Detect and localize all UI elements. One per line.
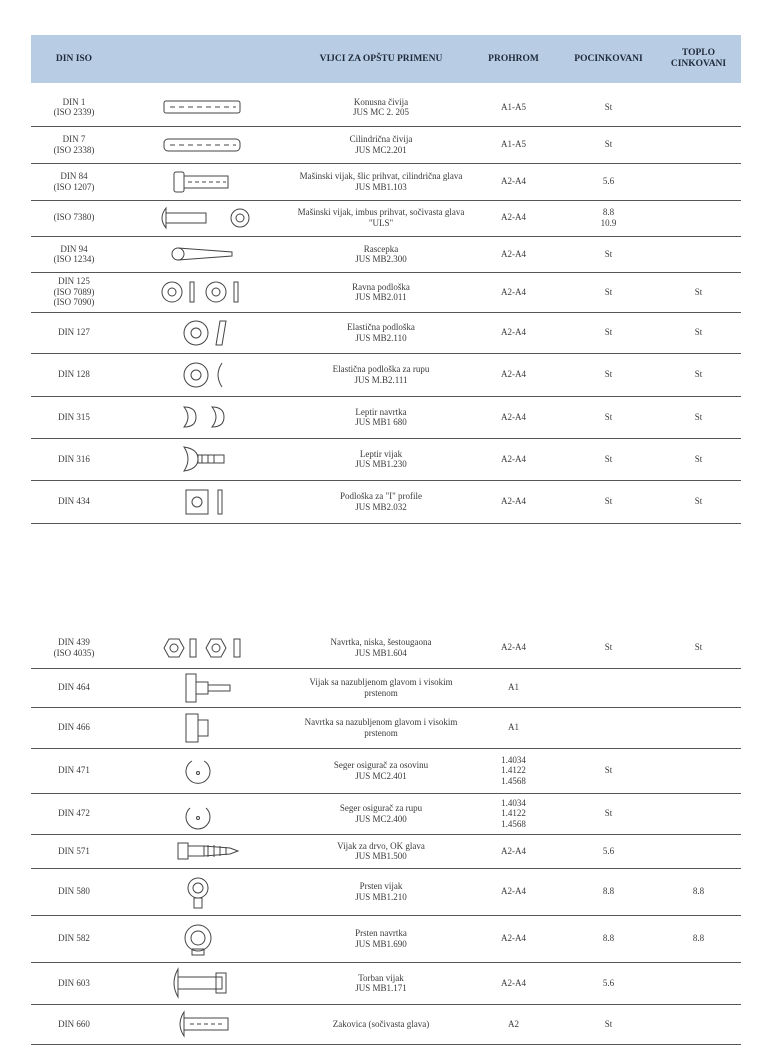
- din-iso-cell: DIN 571: [58, 845, 90, 856]
- table-row: [31, 1004, 741, 1045]
- prohrom-cell: A1-A5: [501, 101, 526, 112]
- pocinkovani-cell: 8.8: [602, 933, 615, 944]
- din-iso-cell: DIN 582: [58, 933, 90, 944]
- description-cell: Elastična podloška za rupu JUS M.B2.111: [332, 364, 430, 385]
- din-iso-cell: DIN 128: [58, 369, 90, 380]
- pocinkovani-cell: St: [604, 369, 613, 380]
- din-iso-cell: DIN 94 (ISO 1234): [53, 243, 95, 264]
- prohrom-cell: A2-A4: [501, 642, 526, 653]
- description-cell: Leptir vijak JUS MB1.230: [355, 448, 407, 469]
- table-header: [31, 35, 741, 83]
- header-prohrom: PROHROM: [488, 53, 539, 64]
- pocinkovani-cell: St: [604, 139, 613, 150]
- prohrom-cell: A2-A4: [501, 933, 526, 944]
- prohrom-cell: A2-A4: [501, 286, 526, 297]
- pocinkovani-cell: St: [604, 248, 613, 259]
- toplo-cinkovani-cell: St: [694, 286, 703, 297]
- pocinkovani-cell: St: [604, 101, 613, 112]
- description-cell: Zakovica (sočivasta glava): [332, 1018, 430, 1029]
- description-cell: Ravna podloška JUS MB2.011: [352, 281, 410, 302]
- pocinkovani-cell: St: [604, 286, 613, 297]
- table-row: [31, 353, 741, 397]
- prohrom-cell: A2-A4: [501, 327, 526, 338]
- prohrom-cell: A2: [508, 1018, 519, 1029]
- din-iso-cell: DIN 471: [58, 765, 90, 776]
- pocinkovani-cell: 5.6: [602, 977, 615, 988]
- cotter-pin-icon: [127, 236, 277, 272]
- din-iso-cell: DIN 316: [58, 453, 90, 464]
- din-iso-cell: DIN 472: [58, 808, 90, 819]
- prohrom-cell: A2-A4: [501, 886, 526, 897]
- pocinkovani-cell: St: [604, 411, 613, 422]
- eye-nut-icon: [127, 915, 277, 962]
- toplo-cinkovani-cell: [656, 793, 741, 834]
- knurled-screw-icon: [127, 668, 277, 707]
- toplo-cinkovani-cell: [656, 236, 741, 272]
- description-cell: Leptir navrtka JUS MB1 680: [355, 406, 407, 427]
- curved-spring-washer-icon: [127, 353, 277, 396]
- toplo-cinkovani-cell: [656, 1004, 741, 1044]
- description-cell: Vijak sa nazubljenom glavom i visokim prstenom: [309, 677, 453, 698]
- pocinkovani-cell: St: [604, 642, 613, 653]
- hex-thin-nut-icon: [127, 627, 277, 668]
- description-cell: Navrtka, niska, šestougaona JUS MB1.604: [330, 637, 432, 658]
- table-row: [31, 272, 741, 313]
- internal-retaining-ring-icon: [127, 793, 277, 834]
- table-row: [31, 962, 741, 1005]
- description-cell: Konusna čivija JUS MC 2. 205: [352, 96, 409, 117]
- toplo-cinkovani-cell: [656, 88, 741, 126]
- din-iso-cell: DIN 603: [58, 977, 90, 988]
- toplo-cinkovani-cell: 8.8: [692, 933, 705, 944]
- table-row: [31, 126, 741, 164]
- pocinkovani-cell: St: [604, 1018, 613, 1029]
- prohrom-cell: A2-A4: [501, 977, 526, 988]
- eye-bolt-icon: [127, 868, 277, 915]
- table-row: [31, 868, 741, 916]
- carriage-bolt-icon: [127, 962, 277, 1004]
- toplo-cinkovani-cell: [656, 707, 741, 748]
- pocinkovani-cell: 5.6: [602, 845, 615, 856]
- toplo-cinkovani-cell: 8.8: [692, 886, 705, 897]
- square-washer-icon: [127, 480, 277, 523]
- toplo-cinkovani-cell: [656, 962, 741, 1004]
- button-head-screw-icon: [127, 199, 277, 236]
- table-row: [31, 312, 741, 354]
- pocinkovani-cell: 8.8: [602, 886, 615, 897]
- din-iso-cell: DIN 315: [58, 411, 90, 422]
- toplo-cinkovani-cell: [656, 748, 741, 793]
- din-iso-cell: DIN 466: [58, 722, 90, 733]
- wing-nut-icon: [127, 396, 277, 438]
- prohrom-cell: A1: [508, 722, 519, 733]
- pocinkovani-cell: 8.8 10.9: [600, 207, 617, 228]
- prohrom-cell: A2-A4: [501, 212, 526, 223]
- spring-washer-icon: [127, 312, 277, 353]
- description-cell: Vijak za drvo, OK glava JUS MB1.500: [337, 840, 425, 861]
- prohrom-cell: 1.4034 1.4122 1.4568: [501, 754, 526, 786]
- toplo-cinkovani-cell: [656, 199, 741, 236]
- din-iso-cell: DIN 464: [58, 682, 90, 693]
- header-pocinkovani: POCINKOVANI: [574, 53, 643, 64]
- slotted-screw-icon: [127, 163, 277, 200]
- toplo-cinkovani-cell: St: [694, 496, 703, 507]
- pocinkovani-cell: St: [604, 453, 613, 464]
- table-row: [31, 915, 741, 963]
- knurled-nut-icon: [127, 707, 277, 748]
- toplo-cinkovani-cell: St: [694, 642, 703, 653]
- wing-screw-icon: [127, 438, 277, 480]
- prohrom-cell: A2-A4: [501, 845, 526, 856]
- description-cell: Podloška za "I" profile JUS MB2.032: [339, 491, 423, 512]
- toplo-cinkovani-cell: St: [694, 411, 703, 422]
- rivet-icon: [127, 1004, 277, 1044]
- toplo-cinkovani-cell: St: [694, 369, 703, 380]
- prohrom-cell: A1: [508, 682, 519, 693]
- pocinkovani-cell: [566, 707, 651, 748]
- toplo-cinkovani-cell: St: [694, 327, 703, 338]
- table-row: [31, 396, 741, 439]
- toplo-cinkovani-cell: [656, 126, 741, 163]
- description-cell: Elastična podloška JUS MB2.110: [347, 322, 415, 343]
- taper-pin-icon: [127, 88, 277, 126]
- description-cell: Seger osigurač za osovinu JUS MC2.401: [333, 760, 429, 781]
- prohrom-cell: A2-A4: [501, 411, 526, 422]
- din-iso-cell: DIN 580: [58, 886, 90, 897]
- description-cell: Cilindrična čivija JUS MC2.201: [349, 134, 413, 155]
- description-cell: Mašinski vijak, imbus prihvat, sočivasta glava "ULS": [297, 207, 465, 228]
- din-iso-cell: DIN 125 (ISO 7089) (ISO 7090): [53, 276, 95, 308]
- table-row: [31, 163, 741, 201]
- toplo-cinkovani-cell: [656, 163, 741, 200]
- prohrom-cell: A2-A4: [501, 176, 526, 187]
- table-row: [31, 668, 741, 708]
- description-cell: Prsten navrtka JUS MB1.690: [355, 928, 407, 949]
- header-toplo: TOPLO CINKOVANI: [670, 48, 727, 69]
- table-row: [31, 793, 741, 835]
- table-row: [31, 480, 741, 524]
- table-row: [31, 199, 741, 237]
- cylindrical-pin-icon: [127, 126, 277, 163]
- description-cell: Mašinski vijak, šlic prihvat, cilindrična glava JUS MB1.103: [299, 171, 463, 192]
- prohrom-cell: A2-A4: [501, 369, 526, 380]
- table-row: [31, 627, 741, 669]
- description-cell: Navrtka sa nazubljenom glavom i visokim prstenom: [304, 717, 458, 738]
- flat-washer-icon: [127, 272, 277, 312]
- pocinkovani-cell: St: [604, 765, 613, 776]
- header-vijci: VIJCI ZA OPŠTU PRIMENU: [319, 53, 443, 64]
- din-iso-cell: DIN 439 (ISO 4035): [53, 637, 95, 658]
- din-iso-cell: DIN 127: [58, 327, 90, 338]
- din-iso-cell: (ISO 7380): [53, 212, 95, 223]
- toplo-cinkovani-cell: [656, 668, 741, 707]
- pocinkovani-cell: [566, 668, 651, 707]
- description-cell: Seger osigurač za rupu JUS MC2.400: [339, 803, 423, 824]
- pocinkovani-cell: St: [604, 808, 613, 819]
- external-retaining-ring-icon: [127, 748, 277, 793]
- description-cell: Prsten vijak JUS MB1.210: [355, 881, 407, 902]
- table-row: [31, 438, 741, 481]
- table-row: [31, 707, 741, 749]
- din-iso-cell: DIN 84 (ISO 1207): [53, 171, 95, 192]
- din-iso-cell: DIN 434: [58, 496, 90, 507]
- din-iso-cell: DIN 660: [58, 1018, 90, 1029]
- pocinkovani-cell: St: [604, 496, 613, 507]
- table-row: [31, 88, 741, 127]
- pocinkovani-cell: 5.6: [602, 176, 615, 187]
- table-row: [31, 834, 741, 869]
- prohrom-cell: 1.4034 1.4122 1.4568: [501, 797, 526, 829]
- description-cell: Rascepka JUS MB2.300: [355, 243, 407, 264]
- description-cell: Torban vijak JUS MB1.171: [355, 972, 407, 993]
- prohrom-cell: A2-A4: [501, 248, 526, 259]
- din-iso-cell: DIN 7 (ISO 2338): [53, 134, 95, 155]
- header-din-iso: DIN ISO: [55, 53, 93, 64]
- pocinkovani-cell: St: [604, 327, 613, 338]
- toplo-cinkovani-cell: [656, 834, 741, 868]
- wood-screw-icon: [127, 834, 277, 868]
- prohrom-cell: A2-A4: [501, 453, 526, 464]
- table-row: [31, 748, 741, 794]
- table-row: [31, 236, 741, 273]
- din-iso-cell: DIN 1 (ISO 2339): [53, 96, 95, 117]
- prohrom-cell: A2-A4: [501, 496, 526, 507]
- prohrom-cell: A1-A5: [501, 139, 526, 150]
- toplo-cinkovani-cell: St: [694, 453, 703, 464]
